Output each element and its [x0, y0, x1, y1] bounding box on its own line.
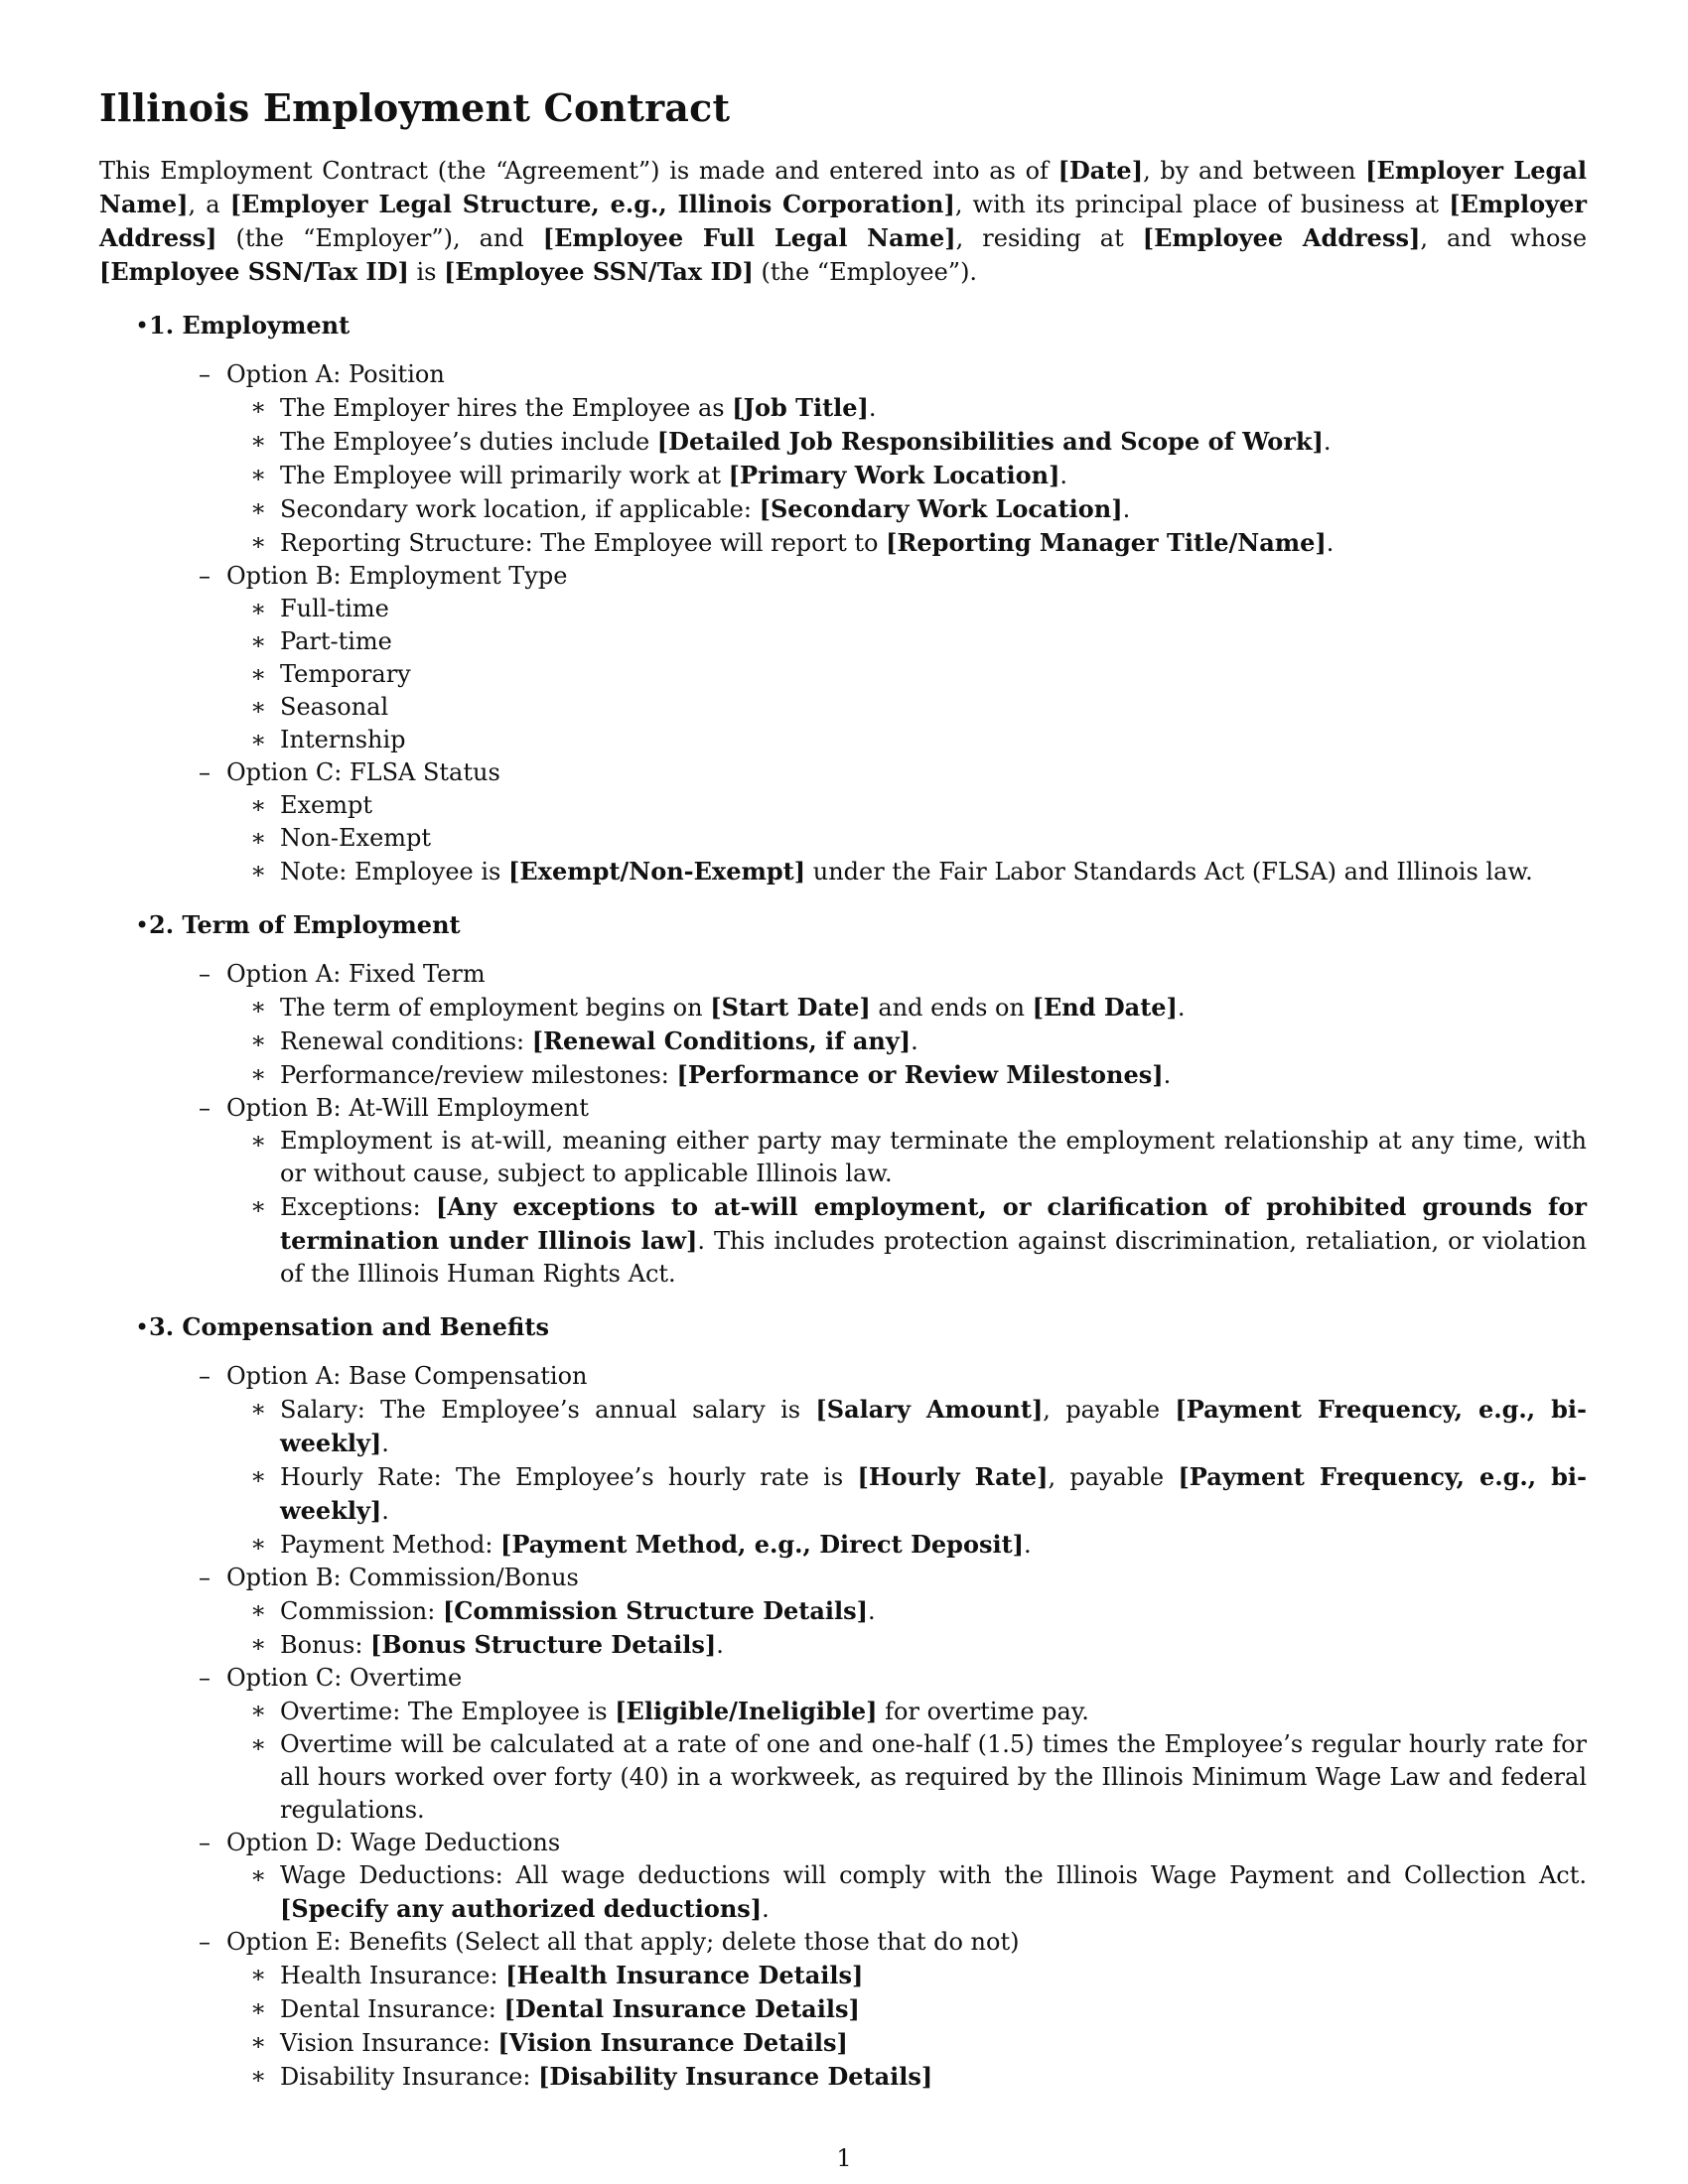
item-placeholder: [Hourly Rate] — [857, 1462, 1049, 1491]
intro-text: (the “Employee”). — [753, 258, 978, 286]
item-text: . — [1177, 994, 1186, 1022]
item-placeholder: [Job Title] — [732, 393, 869, 422]
intro-text: , and whose — [1420, 224, 1588, 252]
option-item — [99, 391, 1587, 425]
option-item — [99, 1695, 1587, 1728]
item-text: . — [911, 1027, 918, 1055]
option-item — [99, 1058, 1587, 1092]
option-item — [99, 691, 1587, 724]
item-placeholder: [Payment Method, e.g., Direct Deposit] — [500, 1530, 1025, 1559]
item-text: Wage Deductions: All wage deductions will comply with the Illinois Wage Payment and Collection Act. — [280, 1861, 1587, 1889]
item-text: . — [868, 1597, 876, 1625]
section-title: • 1. Employment — [99, 309, 1587, 342]
item-text: . — [1059, 462, 1068, 489]
option-label: – Option B: Employment Type — [99, 560, 1587, 593]
option-label: – Option E: Benefits (Select all that apply; delete those that do not) — [99, 1926, 1587, 1959]
option-item — [99, 459, 1587, 492]
item-text: . — [868, 394, 877, 422]
option-label: – Option C: FLSA Status — [99, 756, 1587, 789]
document-page — [99, 85, 1587, 2094]
item-text: . This includes protection against discrimination, retaliation, or violation of the Illinois Human Rights Act. — [280, 1227, 1587, 1288]
item-text: Performance/review milestones: — [280, 1061, 677, 1089]
item-text: Seasonal — [280, 693, 389, 721]
item-text: Payment Method: — [280, 1531, 501, 1559]
item-text: The Employee will primarily work at — [280, 462, 729, 489]
intro-text: , residing at — [955, 224, 1143, 252]
option-item — [99, 1460, 1587, 1528]
item-text: . — [1163, 1061, 1172, 1089]
item-placeholder: [Detailed Job Responsibilities and Scope of Work] — [656, 427, 1324, 456]
item-text: Hourly Rate: The Employee’s hourly rate is — [280, 1463, 858, 1491]
intro-text: This Employment Contract (the “Agreement”) is made and entered into as of — [99, 157, 1058, 185]
item-text: Non-Exempt — [280, 824, 432, 852]
item-text: The Employee’s duties include — [280, 428, 657, 456]
item-placeholder: [Performance or Review Milestones] — [676, 1060, 1164, 1089]
option-item — [99, 1528, 1587, 1562]
section-1 — [99, 309, 1587, 888]
item-text: Reporting Structure: The Employee will report to — [280, 529, 887, 557]
item-text: Temporary — [280, 660, 411, 688]
item-text: , payable — [1048, 1463, 1179, 1491]
option-item — [99, 822, 1587, 855]
item-placeholder: [Payment Frequency, e.g., bi-weekly] — [280, 1395, 1587, 1457]
intro-text: (the “Employer”), and — [216, 224, 543, 252]
item-text: Bonus: — [280, 1631, 371, 1659]
intro-text: is — [408, 258, 445, 286]
option-item — [99, 1728, 1587, 1827]
item-text: Health Insurance: — [280, 1962, 506, 1989]
intro-placeholder: [Employee SSN/Tax ID] — [444, 257, 754, 286]
option-item — [99, 492, 1587, 526]
item-text: Salary: The Employee’s annual salary is — [280, 1396, 816, 1424]
option-item — [99, 1959, 1587, 1992]
option-item — [99, 1393, 1587, 1460]
option-item — [99, 1859, 1587, 1926]
option-label: – Option C: Overtime — [99, 1662, 1587, 1695]
item-placeholder: [Specify any authorized deductions] — [280, 1894, 763, 1923]
item-text: Dental Insurance: — [280, 1995, 504, 2023]
item-placeholder: [Commission Structure Details] — [442, 1596, 869, 1625]
item-placeholder: [Dental Insurance Details] — [503, 1994, 860, 2023]
intro-text: , a — [188, 191, 230, 218]
intro-placeholder: [Employer Address] — [99, 190, 1587, 252]
item-placeholder: [Salary Amount] — [815, 1395, 1044, 1424]
option-label: – Option B: At-Will Employment — [99, 1092, 1587, 1125]
section-2 — [99, 908, 1587, 1291]
item-text: Overtime will be calculated at a rate of one and one-half (1.5) times the Employee’s regular hourly rate for all hours worked over forty (40) in a workweek, as required by the Illinois Minimum Wage Law and federal regulations. — [280, 1730, 1587, 1824]
intro-paragraph — [99, 154, 1587, 289]
intro-placeholder: [Date] — [1057, 156, 1144, 185]
intro-placeholder: [Employee Full Legal Name] — [542, 223, 956, 252]
option-label: – Option B: Commission/Bonus — [99, 1562, 1587, 1594]
sections-list — [99, 309, 1587, 2094]
option-item — [99, 789, 1587, 822]
option-label: – Option D: Wage Deductions — [99, 1827, 1587, 1859]
page-number: 1 — [836, 2144, 852, 2172]
intro-placeholder: [Employer Legal Name] — [99, 156, 1588, 218]
item-placeholder: [Payment Frequency, e.g., bi-weekly] — [280, 1462, 1588, 1525]
document-title: Illinois Employment Contract — [99, 85, 731, 130]
section-3 — [99, 1310, 1587, 2094]
item-text: Commission: — [280, 1597, 443, 1625]
option-item — [99, 658, 1587, 691]
option-item — [99, 625, 1587, 658]
item-text: Note: Employee is — [280, 858, 508, 886]
item-text: Overtime: The Employee is — [280, 1698, 616, 1725]
item-placeholder: [Disability Insurance Details] — [538, 2062, 933, 2091]
intro-text: , by and between — [1143, 157, 1366, 185]
option-item — [99, 425, 1587, 459]
intro-placeholder: [Employee SSN/Tax ID] — [99, 257, 409, 286]
item-text: . — [1326, 529, 1335, 557]
item-text: The Employer hires the Employee as — [280, 394, 733, 422]
item-text: Renewal conditions: — [280, 1027, 532, 1055]
option-label: – Option A: Base Compensation — [99, 1360, 1587, 1393]
option-item — [99, 593, 1587, 625]
item-placeholder: [Reporting Manager Title/Name] — [886, 528, 1327, 557]
item-text: Employment is at-will, meaning either party may terminate the employment relationship at any time, with or without cause, subject to applicable Illinois law. — [280, 1127, 1587, 1187]
item-placeholder: [Any exceptions to at-will employment, or clarification of prohibited grounds for termination under Illinois law] — [280, 1192, 1587, 1255]
option-item — [99, 1024, 1587, 1058]
option-label: – Option A: Fixed Term — [99, 958, 1587, 991]
intro-placeholder: [Employee Address] — [1142, 223, 1421, 252]
item-placeholder: [Start Date] — [710, 993, 871, 1022]
option-item — [99, 526, 1587, 560]
item-placeholder: [Secondary Work Location] — [759, 494, 1123, 523]
item-text: and ends on — [870, 994, 1033, 1022]
option-item — [99, 1594, 1587, 1628]
item-text: . — [381, 1430, 389, 1457]
option-item — [99, 1628, 1587, 1662]
option-item — [99, 1992, 1587, 2026]
item-placeholder: [Vision Insurance Details] — [497, 2028, 848, 2057]
item-text: Exceptions: — [280, 1193, 437, 1221]
option-item — [99, 991, 1587, 1024]
section-title: • 3. Compensation and Benefits — [99, 1310, 1587, 1344]
item-text: Internship — [280, 726, 406, 753]
item-text: Part-time — [280, 627, 392, 655]
section-title: • 2. Term of Employment — [99, 908, 1587, 942]
item-text: . — [716, 1631, 724, 1659]
option-label: – Option A: Position — [99, 358, 1587, 391]
option-item — [99, 1125, 1587, 1190]
item-placeholder: [End Date] — [1032, 993, 1178, 1022]
item-text: Full-time — [280, 595, 389, 622]
option-item — [99, 855, 1587, 888]
item-placeholder: [Primary Work Location] — [728, 461, 1060, 489]
item-text: . — [762, 1895, 770, 1923]
item-placeholder: [Health Insurance Details] — [505, 1961, 864, 1989]
item-text: Exempt — [280, 791, 373, 819]
option-item — [99, 724, 1587, 756]
item-text: Secondary work location, if applicable: — [280, 495, 760, 523]
item-placeholder: [Exempt/Non-Exempt] — [508, 857, 806, 886]
item-placeholder: [Bonus Structure Details] — [370, 1630, 717, 1659]
item-placeholder: [Eligible/Ineligible] — [615, 1697, 878, 1725]
item-text: . — [1323, 428, 1332, 456]
item-placeholder: [Renewal Conditions, if any] — [531, 1026, 912, 1055]
option-item — [99, 1190, 1587, 1291]
option-item — [99, 2026, 1587, 2060]
item-text: . — [1024, 1531, 1032, 1559]
intro-text: , with its principal place of business at — [954, 191, 1450, 218]
option-item — [99, 2060, 1587, 2094]
item-text: for overtime pay. — [877, 1698, 1089, 1725]
item-text: under the Fair Labor Standards Act (FLSA) and Illinois law. — [805, 858, 1533, 886]
item-text: . — [1122, 495, 1131, 523]
item-text: . — [381, 1497, 389, 1525]
intro-placeholder: [Employer Legal Structure, e.g., Illinois Corporation] — [229, 190, 955, 218]
item-text: , payable — [1043, 1396, 1176, 1424]
item-text: Disability Insurance: — [280, 2063, 539, 2091]
item-text: Vision Insurance: — [280, 2029, 498, 2057]
item-text: The term of employment begins on — [280, 994, 711, 1022]
